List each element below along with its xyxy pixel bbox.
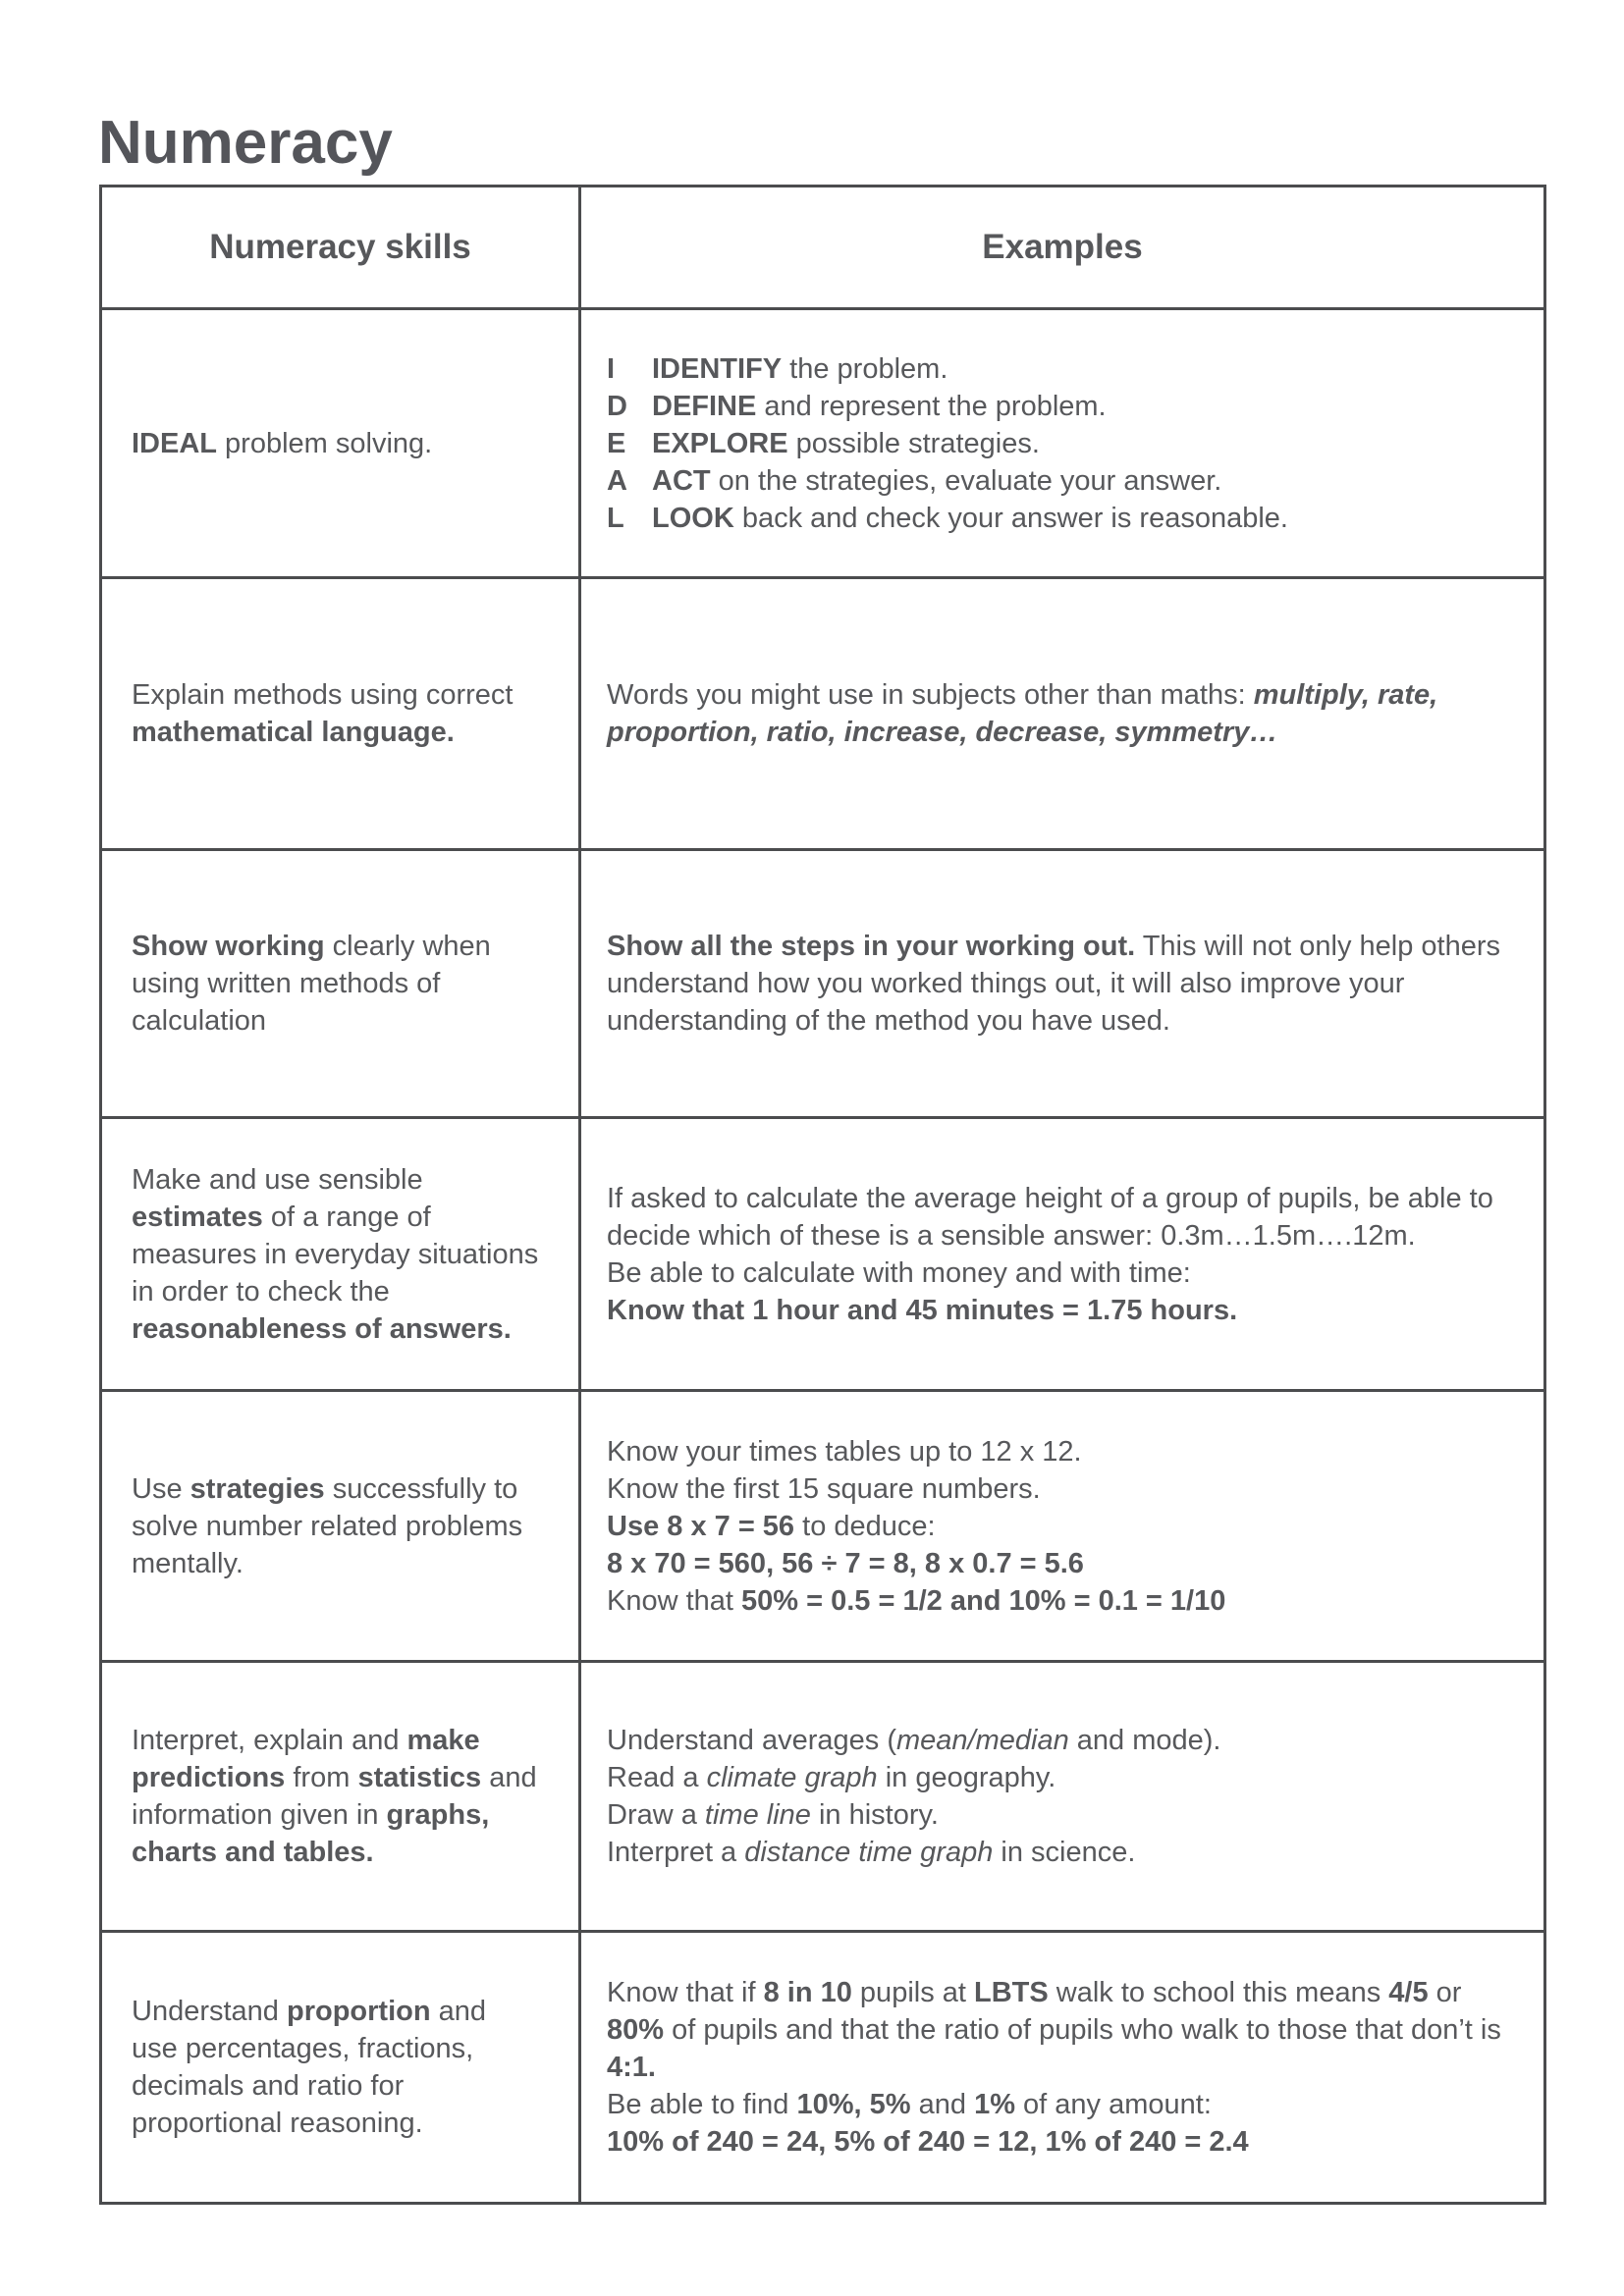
- text-segment: This will not only help others understand how you worked things out, it will also improve your understanding of the method you have used.: [607, 931, 1500, 1037]
- table-row-statistics: [101, 1662, 1545, 1932]
- table-row-mental-strategies: [101, 1391, 1545, 1662]
- paragraph: [132, 1722, 539, 1871]
- paragraph: [607, 1974, 1504, 2086]
- text-segment: 1%: [974, 2089, 1015, 2120]
- example-cell: [580, 1391, 1545, 1662]
- example-cell: [580, 1118, 1545, 1391]
- text-segment: E: [607, 427, 626, 459]
- text-segment: Interpret a: [607, 1837, 745, 1868]
- paragraph: [132, 1161, 539, 1348]
- table-body: [101, 309, 1545, 2204]
- text-segment: A: [607, 464, 627, 497]
- text-segment: IDENTIFY: [652, 352, 783, 385]
- column-header-numeracy-skills: Numeracy skills: [101, 187, 580, 309]
- text-segment: of pupils and that the ratio of pupils who walk to those that don’t is: [664, 2014, 1501, 2046]
- table-row-mathematical-language: [101, 578, 1545, 850]
- example-cell: [580, 850, 1545, 1118]
- text-segment: of a range of measures in everyday situations in order to check the: [132, 1201, 539, 1308]
- skill-cell: [101, 1118, 580, 1391]
- paragraph: [607, 388, 1504, 425]
- text-segment: to deduce:: [794, 1510, 936, 1542]
- text-segment: walk to school this means: [1048, 1977, 1389, 2008]
- paragraph: [607, 1582, 1504, 1620]
- text-segment: possible strategies.: [787, 427, 1040, 459]
- table-header-row: [101, 187, 1545, 309]
- text-segment: of any amount:: [1014, 2089, 1212, 2120]
- text-segment: from: [285, 1762, 358, 1793]
- text-segment: and mode).: [1068, 1725, 1221, 1756]
- paragraph: [607, 350, 1504, 388]
- paragraph: [607, 500, 1504, 537]
- text-segment: graphs, charts and tables.: [132, 1799, 490, 1868]
- text-segment: LBTS: [974, 1977, 1049, 2008]
- skill-cell: [101, 578, 580, 850]
- text-segment: the problem.: [782, 352, 948, 385]
- paragraph: [607, 2123, 1504, 2161]
- text-segment: Be able to calculate with money and with time:: [607, 1256, 1191, 1289]
- text-segment: Use: [132, 1472, 190, 1505]
- skill-cell: [101, 850, 580, 1118]
- paragraph: [132, 676, 539, 751]
- text-segment: 10% of 240 = 24, 5% of 240 = 12, 1% of 240 = 2.4: [607, 2126, 1249, 2158]
- example-cell: [580, 309, 1545, 578]
- text-segment: time line: [704, 1799, 811, 1831]
- paragraph: [607, 928, 1504, 1040]
- table-row-estimates: [101, 1118, 1545, 1391]
- text-segment: reasonableness of answers.: [132, 1312, 512, 1345]
- numeracy-skills-table: [99, 185, 1546, 2205]
- text-segment: Explain methods using correct: [132, 679, 514, 711]
- text-segment: 4/5: [1388, 1977, 1429, 2008]
- paragraph: [607, 676, 1504, 751]
- text-segment: Know that 1 hour and 45 minutes = 1.75 hours.: [607, 1294, 1238, 1326]
- text-segment: make predictions: [132, 1725, 480, 1793]
- paragraph: [607, 425, 1504, 462]
- text-segment: Know the first 15 square numbers.: [607, 1472, 1041, 1505]
- text-segment: Understand averages (: [607, 1725, 896, 1756]
- text-segment: 10%, 5%: [796, 2089, 911, 2120]
- paragraph: [607, 1433, 1504, 1470]
- text-segment: 8 x 70 = 560, 56 ÷ 7 = 8, 8 x 0.7 = 5.6: [607, 1547, 1084, 1579]
- text-segment: Use 8 x 7 = 56: [607, 1510, 795, 1542]
- text-segment: Know that: [607, 1584, 742, 1617]
- text-segment: LOOK: [652, 502, 734, 534]
- text-segment: EXPLORE: [652, 427, 788, 459]
- text-segment: pupils at: [851, 1977, 975, 2008]
- paragraph: [132, 1993, 539, 2142]
- paragraph: [132, 928, 539, 1040]
- text-segment: statistics: [357, 1762, 482, 1793]
- text-segment: Know your times tables up to 12 x 12.: [607, 1435, 1082, 1468]
- paragraph: [607, 1545, 1504, 1582]
- paragraph: [607, 1759, 1504, 1796]
- text-segment: or: [1428, 1977, 1462, 2008]
- text-segment: estimates: [132, 1201, 263, 1233]
- text-segment: distance time graph: [744, 1837, 994, 1868]
- text-segment: Read a: [607, 1762, 707, 1793]
- text-segment: clearly when using written methods of calculation: [132, 931, 491, 1037]
- text-segment: Make and use sensible: [132, 1163, 423, 1196]
- text-segment: in history.: [810, 1799, 939, 1831]
- text-segment: mean/median: [896, 1725, 1069, 1756]
- text-segment: D: [607, 390, 627, 422]
- page-title: Numeracy: [98, 108, 393, 177]
- text-segment: Show working: [132, 931, 325, 962]
- text-segment: successfully to solve number related problems mentally.: [132, 1472, 523, 1579]
- text-segment: Know that if: [607, 1977, 764, 2008]
- skill-cell: [101, 309, 580, 578]
- text-segment: in science.: [993, 1837, 1136, 1868]
- text-segment: If asked to calculate the average height of a group of pupils, be able to decide which of these is a sensible answer: 0.3m…1.5m….12m.: [607, 1182, 1493, 1252]
- text-segment: L: [607, 502, 624, 534]
- column-header-examples: Examples: [580, 187, 1545, 309]
- text-segment: in geography.: [877, 1762, 1056, 1793]
- text-segment: and represent the problem.: [756, 390, 1107, 422]
- text-segment: problem solving.: [217, 427, 433, 459]
- text-segment: I: [607, 352, 616, 385]
- paragraph: [607, 1722, 1504, 1759]
- paragraph: [132, 1470, 539, 1582]
- text-segment: Be able to find: [607, 2089, 797, 2120]
- paragraph: [607, 2086, 1504, 2123]
- table-row-show-working: [101, 850, 1545, 1118]
- skill-cell: [101, 1932, 580, 2204]
- paragraph: [607, 1470, 1504, 1508]
- text-segment: 8 in 10: [763, 1977, 852, 2008]
- text-segment: and use percentages, fractions, decimals and ratio for proportional reasoning.: [132, 1996, 487, 2139]
- text-segment: mathematical language.: [132, 717, 455, 748]
- text-segment: Show all the steps in your working out.: [607, 931, 1136, 962]
- text-segment: 80%: [607, 2014, 665, 2046]
- paragraph: [132, 425, 539, 462]
- paragraph: [607, 462, 1504, 500]
- text-segment: 50% = 0.5 = 1/2 and 10% = 0.1 = 1/10: [741, 1584, 1226, 1617]
- text-segment: and information given in: [132, 1762, 537, 1831]
- table-row-ideal: [101, 309, 1545, 578]
- text-segment: DEFINE: [652, 390, 757, 422]
- table-row-proportion: [101, 1932, 1545, 2204]
- paragraph: [607, 1180, 1504, 1255]
- text-segment: ACT: [652, 464, 711, 497]
- paragraph: [607, 1255, 1504, 1292]
- paragraph: [607, 1292, 1504, 1329]
- text-segment: multiply, rate, proportion, ratio, increase, decrease, symmetry…: [607, 679, 1438, 748]
- skill-cell: [101, 1662, 580, 1932]
- text-segment: and: [910, 2089, 975, 2120]
- text-segment: on the strategies, evaluate your answer.: [710, 464, 1222, 497]
- text-segment: strategies: [189, 1472, 325, 1505]
- text-segment: back and check your answer is reasonable.: [733, 502, 1288, 534]
- example-cell: [580, 578, 1545, 850]
- text-segment: 4:1.: [607, 2052, 656, 2083]
- table-header: [101, 187, 1545, 309]
- text-segment: Draw a: [607, 1799, 705, 1831]
- skill-cell: [101, 1391, 580, 1662]
- paragraph: [607, 1834, 1504, 1871]
- text-segment: proportion: [287, 1996, 431, 2027]
- text-segment: Interpret, explain and: [132, 1725, 407, 1756]
- text-segment: climate graph: [706, 1762, 878, 1793]
- example-cell: [580, 1662, 1545, 1932]
- paragraph: [607, 1796, 1504, 1834]
- paragraph: [607, 1508, 1504, 1545]
- text-segment: Words you might use in subjects other than maths:: [607, 679, 1254, 711]
- text-segment: Understand: [132, 1996, 287, 2027]
- text-segment: IDEAL: [132, 427, 217, 459]
- example-cell: [580, 1932, 1545, 2204]
